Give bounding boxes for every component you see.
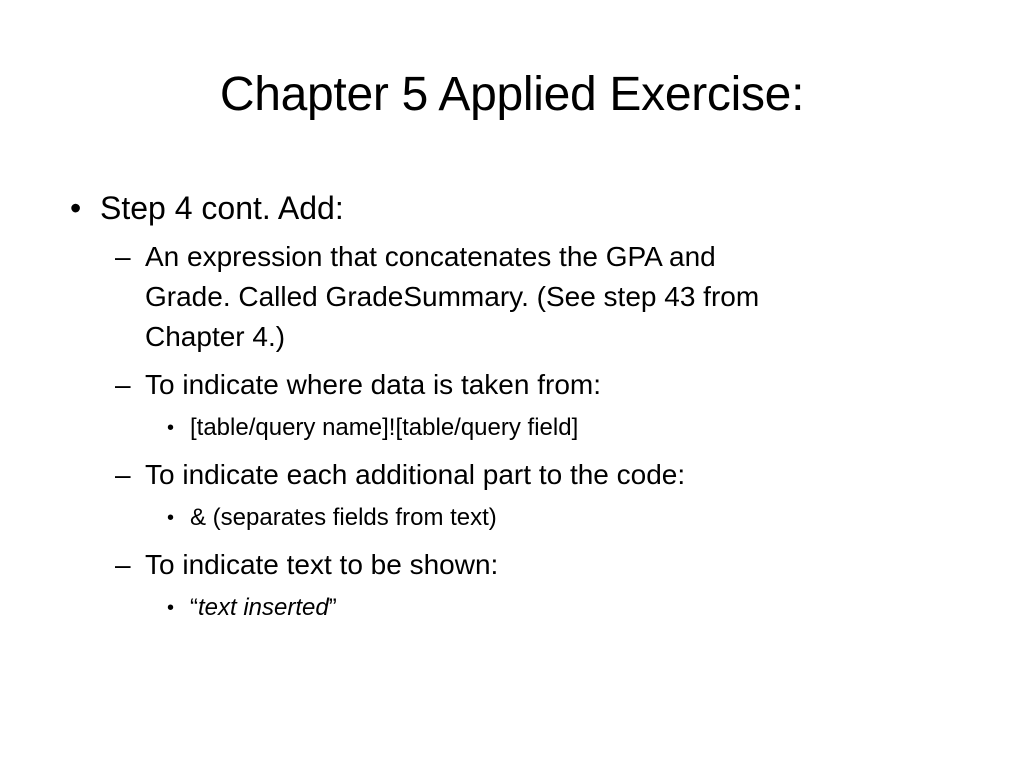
- sub-sub-bullet-where: [60, 411, 960, 445]
- dash-marker: –: [115, 369, 131, 400]
- sub-bullet-additional: [60, 455, 960, 495]
- sub-bullet-text: To indicate where data is taken from:: [145, 369, 602, 400]
- sub-sub-bullet-text: [table/query name]![table/query field]: [190, 414, 579, 441]
- sub-bullet-where: [60, 365, 960, 405]
- sub-sub-bullet-text-shown: [60, 591, 960, 625]
- italic-text: text inserted: [198, 594, 329, 621]
- slide-body: [60, 185, 960, 635]
- slide-title: Chapter 5 Applied Exercise:: [219, 68, 805, 121]
- sub-sub-bullet-text: & (separates fields from text): [190, 504, 497, 531]
- sub-bullet-text: To indicate each additional part to the code:: [145, 459, 686, 490]
- dash-marker: –: [115, 549, 131, 580]
- dash-marker: –: [115, 459, 131, 490]
- bullet-text: Step 4 cont. Add:: [100, 190, 344, 226]
- open-quote: “: [190, 594, 198, 621]
- bullet-marker: •: [167, 417, 175, 439]
- bullet-marker: •: [167, 597, 175, 619]
- sub-bullet-text-line-1: An expression that concatenates the GPA and: [145, 241, 716, 272]
- sub-bullet-text: To indicate text to be shown:: [145, 549, 499, 580]
- sub-sub-bullet-additional: [60, 501, 960, 535]
- close-quote: ”: [328, 594, 337, 621]
- sub-bullet-expression: [60, 237, 960, 357]
- sub-bullet-text-line-3: Chapter 4.): [145, 321, 286, 352]
- sub-bullet-text-line-2: Grade. Called GradeSummary. (See step 43 from: [145, 281, 760, 312]
- sub-bullet-text-shown: [60, 545, 960, 585]
- bullet-marker: •: [70, 190, 82, 226]
- bullet-marker: •: [167, 507, 175, 529]
- bullet-step-4: [60, 185, 960, 231]
- dash-marker: –: [115, 241, 131, 272]
